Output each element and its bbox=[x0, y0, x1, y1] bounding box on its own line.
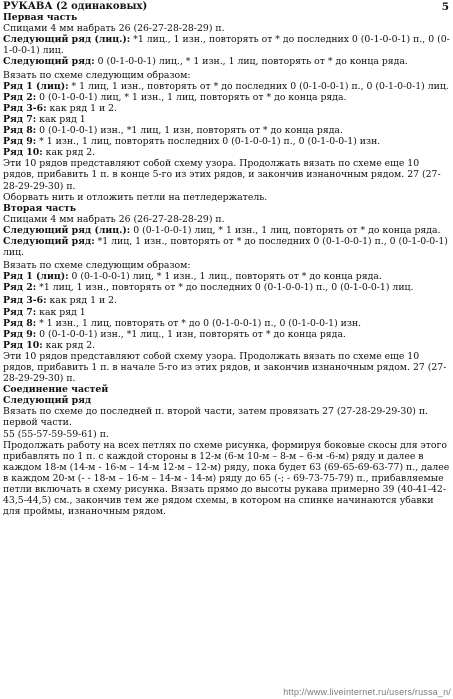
row-text: 0 (0-1-0-0-1) лиц, * 1 изн., 1 лиц, повторять от * до конца ряда. bbox=[39, 91, 347, 103]
part2-row-3-6 bbox=[3, 295, 450, 306]
page-number: 5 bbox=[441, 1, 449, 13]
row-label: Ряд 7: bbox=[3, 306, 37, 318]
row-text: 0 (0-1-0-0-1) изн., *1 лиц, 1 изн, повторять от * до конца ряда. bbox=[39, 125, 343, 137]
row-label: Ряд 9: bbox=[3, 328, 37, 340]
part1-note: Эти 10 рядов представляют собой схему узора. Продолжать вязать по схеме еще 10 рядов, прибавить 1 п. в конце 5-го из этих рядов, и закончив изнаночным рядом. 27 (27-28-29-29-30) п. bbox=[3, 158, 441, 192]
part1-row-a-text: *1 лиц., 1 изн., повторять от * до последних 0 (0-1-0-0-1) п., 0 (0-1-0-0-1) лиц. bbox=[3, 34, 450, 57]
part2-row-a-text: 0 (0-1-0-0-1) лиц, * 1 изн., 1 лиц, повторять от * до конца ряда. bbox=[133, 224, 441, 236]
row-label: Ряд 10: bbox=[3, 339, 43, 351]
part1-row-b-text: 0 (0-1-0-0-1) лиц., * 1 изн., 1 лиц, повторять от * до конца ряда. bbox=[97, 56, 408, 68]
part1-cast-on: Спицами 4 мм набрать 26 (26-27-28-28-29) п. bbox=[3, 23, 225, 35]
row-text: как ряд 1 bbox=[39, 306, 86, 318]
part1-row-2 bbox=[3, 92, 450, 103]
row-text: как ряд 2. bbox=[45, 339, 96, 351]
part1-row-a bbox=[3, 34, 450, 56]
row-text: 0 (0-1-0-0-1) изн., *1 лиц., 1 изн, повторять от * до конца ряда. bbox=[39, 328, 346, 340]
part2-row-8 bbox=[3, 318, 450, 329]
joining-text-3: Продолжать работу на всех петлях по схеме рисунка, формируя боковые скосы для этого прибавлять по 1 п. с каждой стороны в 12-м (6-м 10-м – 8-м – 6-м -6-м) ряду и далее в каждом 18-м (14-м - 16-м – 14-м 12-м – 12-м) ряду, пока будет 63 (69-65-69-63-77) п., далее в каждом 20-м (- - 18-м – 16-м – 14-м - 14-м) ряду до 65 (-; - 69-73-75-79) п., прибавляемые петли включать в схему рисунка. Вязать прямо до высоты рукава примерно 39 (40-41-42-43,5-44,5) см., закончив тем же рядом схемы, в котором на спинке начинаются убавки для проймы, изнаночным рядом. bbox=[3, 439, 450, 518]
row-text: как ряд 1 и 2. bbox=[49, 295, 118, 307]
part1-heading: Первая часть bbox=[3, 12, 78, 24]
part1-row-9 bbox=[3, 136, 450, 147]
row-text: *1 лиц, 1 изн., повторять от * до последних 0 (0-1-0-0-1) п., 0 (0-1-0-0-1) лиц. bbox=[39, 282, 414, 294]
section-title: РУКАВА (2 одинаковых) bbox=[3, 1, 148, 12]
part1-end: Оборвать нить и отложить петли на петледержатель. bbox=[3, 191, 268, 203]
part1-scheme-intro: Вязать по схеме следующим образом: bbox=[3, 69, 191, 81]
joining-text-1: Вязать по схеме до последней п. второй части, затем провязать 27 (27-28-29-29-30) п. первой части. bbox=[3, 406, 428, 429]
part2-row-7 bbox=[3, 307, 450, 318]
row-text: * 1 изн., 1 лиц, повторять от * до 0 (0-1-0-0-1) п., 0 (0-1-0-0-1) изн. bbox=[39, 317, 362, 329]
row-label: Ряд 1 (лиц): bbox=[3, 80, 69, 92]
part2-row-1 bbox=[3, 271, 450, 282]
row-label: Ряд 3-6: bbox=[3, 102, 47, 114]
row-label: Ряд 1 (лиц): bbox=[3, 271, 69, 283]
joining-subheading: Следующий ряд bbox=[3, 395, 92, 407]
row-text: * 1 изн., 1 лиц, повторять последних 0 (0-1-0-0-1) п., 0 (0-1-0-0-1) изн. bbox=[39, 136, 381, 148]
part1-row-1 bbox=[3, 81, 450, 92]
part2-row-a bbox=[3, 225, 450, 236]
part2-note: Эти 10 рядов представляют собой схему узора. Продолжать вязать по схеме еще 10 рядов, прибавить 1 п. в начале 5-го из этих рядов, и закончив изнаночным рядом. 27 (27-28-29-29-30) п. bbox=[3, 350, 447, 385]
part1-row-10 bbox=[3, 147, 450, 158]
part1-row-3-6 bbox=[3, 103, 450, 114]
part1-row-a-label: Следующий ряд (лиц.): bbox=[3, 34, 131, 46]
row-label: Ряд 2: bbox=[3, 282, 37, 294]
part2-row-2 bbox=[3, 282, 450, 293]
joining-stitch-count: 55 (55-57-59-59-61) п. bbox=[3, 428, 109, 440]
row-label: Ряд 7: bbox=[3, 113, 37, 125]
part2-cast-on: Спицами 4 мм набрать 26 (26-27-28-28-29) п. bbox=[3, 213, 225, 225]
part2-row-9 bbox=[3, 329, 450, 340]
row-text: как ряд 1 и 2. bbox=[49, 102, 118, 114]
part2-row-10 bbox=[3, 340, 450, 351]
part1-row-b-label: Следующий ряд: bbox=[3, 56, 95, 68]
part2-row-b-text: *1 лиц, 1 изн., повторять от * до последних 0 (0-1-0-0-1) п., 0 (0-1-0-0-1) лиц. bbox=[3, 235, 448, 259]
row-text: как ряд 1 bbox=[39, 113, 86, 125]
row-text: * 1 лиц, 1 изн., повторять от * до последних 0 (0-1-0-0-1) п., 0 (0-1-0-0-1) лиц. bbox=[71, 80, 449, 92]
row-text: как ряд 2. bbox=[45, 147, 96, 159]
row-label: Ряд 8: bbox=[3, 125, 37, 137]
part2-heading: Вторая часть bbox=[3, 202, 77, 214]
part1-row-b bbox=[3, 56, 450, 67]
part2-row-b bbox=[3, 236, 450, 258]
watermark-url: http://www.liveinternet.ru/users/russa_n/ bbox=[283, 686, 451, 697]
row-label: Ряд 3-6: bbox=[3, 295, 47, 307]
row-text: 0 (0-1-0-0-1) лиц, * 1 изн., 1 лиц., повторять от * до конца ряда. bbox=[71, 271, 382, 283]
row-label: Ряд 8: bbox=[3, 317, 37, 329]
joining-heading: Соединение частей bbox=[3, 384, 109, 396]
document-page bbox=[3, 1, 450, 517]
part1-row-8 bbox=[3, 125, 450, 136]
row-label: Ряд 9: bbox=[3, 136, 37, 148]
part1-row-7 bbox=[3, 114, 450, 125]
part2-row-a-label: Следующий ряд (лиц.): bbox=[3, 224, 131, 236]
part2-scheme-intro: Вязать по схеме следующим образом: bbox=[3, 260, 191, 272]
row-label: Ряд 10: bbox=[3, 147, 43, 159]
row-label: Ряд 2: bbox=[3, 91, 37, 103]
part2-row-b-label: Следующий ряд: bbox=[3, 235, 95, 247]
